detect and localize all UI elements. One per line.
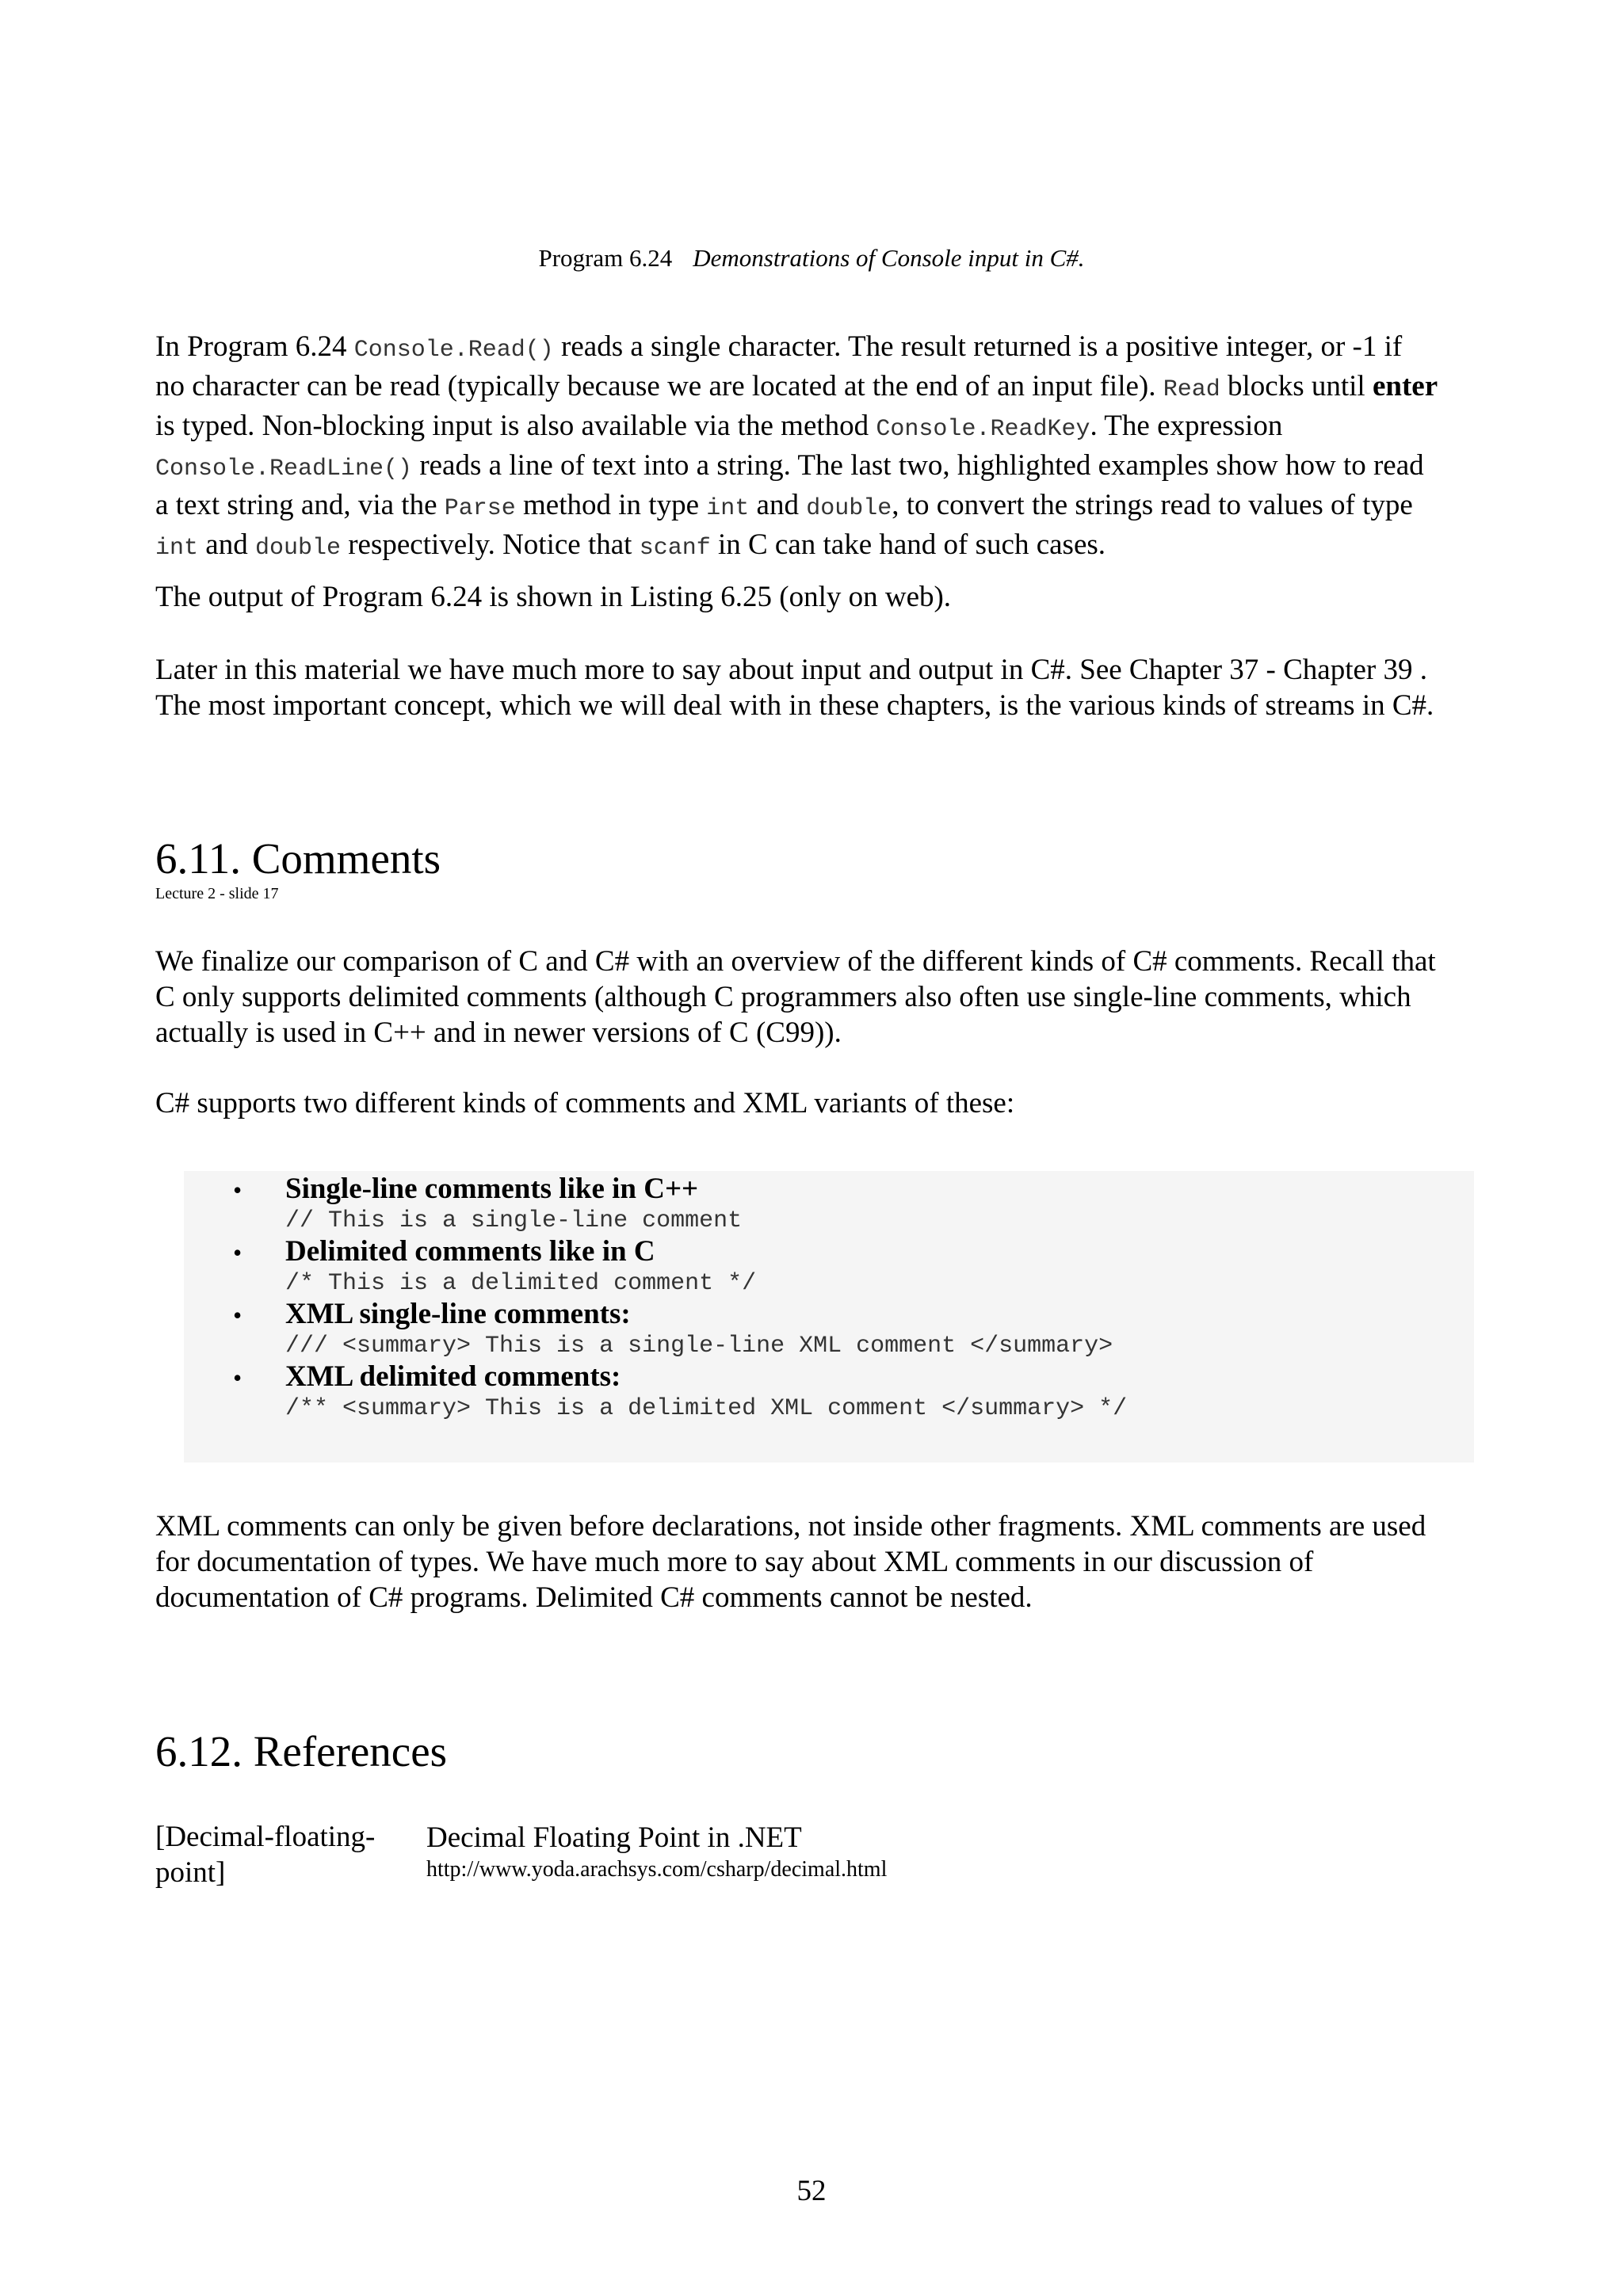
text-run: respectively. Notice that	[340, 528, 640, 561]
inline-code: scanf	[639, 535, 711, 562]
reference-key	[155, 1819, 393, 1890]
text-line: point]	[155, 1856, 226, 1889]
text-run: reads a single character. The result returned is a positive integer, or -1 if	[553, 330, 1403, 363]
inline-code: Read	[1163, 376, 1220, 403]
text-run: In Program 6.24	[155, 330, 354, 363]
page-number: 52	[796, 2175, 827, 2207]
text-run: and	[198, 528, 255, 561]
inline-code: int	[706, 495, 750, 522]
code-example: /** <summary> This is a delimited XML comment </summary> */	[285, 1395, 1128, 1422]
text-line: documentation of C# programs. Delimited C# comments cannot be nested.	[155, 1581, 1033, 1614]
text-line: [Decimal-floating-	[155, 1821, 376, 1853]
text-line: Later in this material we have much more to say about input and output in C#. See Chapter 37 - Chapter 39 .	[155, 654, 1428, 686]
text-run: in C can take hand of such cases.	[710, 528, 1106, 561]
bullet-icon: •	[233, 1176, 242, 1204]
text-line: C# supports two different kinds of comments and XML variants of these:	[155, 1087, 1015, 1119]
inline-code: double	[806, 495, 892, 522]
text-line: The most important concept, which we will deal with in these chapters, is the various kinds of streams in C#.	[155, 689, 1434, 722]
text-line: We finalize our comparison of C and C# with an overview of the different kinds of C# comments. Recall that	[155, 945, 1436, 978]
output-paragraph	[155, 579, 1487, 615]
reference-title: Decimal Floating Point in .NET	[426, 1821, 802, 1854]
bullet-title: Delimited comments like in C	[285, 1235, 655, 1268]
code-example: /* This is a delimited comment */	[285, 1270, 757, 1297]
text-line: actually is used in C++ and in newer versions of C (C99)).	[155, 1016, 842, 1049]
bullet-title: Single-line comments like in C++	[285, 1173, 699, 1205]
streams-paragraph	[155, 652, 1487, 723]
text-run: no character can be read (typically because we are located at the end of an input file).	[155, 370, 1163, 402]
code-example: /// <summary> This is a single-line XML comment </summary>	[285, 1333, 1113, 1360]
comment-kinds-paragraph	[155, 1085, 1487, 1121]
bold-text: enter	[1372, 370, 1438, 402]
program-caption	[0, 244, 1623, 273]
text-run: reads a line of text into a string. The last two, highlighted examples show how to read	[412, 449, 1424, 482]
section-heading-references: 6.12. References	[155, 1727, 448, 1775]
reference-url-link[interactable]: http://www.yoda.arachsys.com/csharp/decimal.html	[426, 1857, 888, 1882]
text-run: . The expression	[1090, 410, 1283, 442]
text-line: C only supports delimited comments (although C programmers also often use single-line comments, which	[155, 981, 1411, 1013]
comments-intro-paragraph	[155, 944, 1487, 1051]
xml-comments-paragraph	[155, 1508, 1487, 1615]
inline-code: Console.ReadLine()	[155, 456, 413, 482]
text-run: and	[749, 489, 807, 521]
console-input-paragraph	[155, 329, 1487, 566]
code-example: // This is a single-line comment	[285, 1207, 743, 1234]
comment-kinds-box	[184, 1171, 1474, 1463]
caption-label: Program 6.24	[538, 244, 673, 272]
text-run: a text string and, via the	[155, 489, 445, 521]
bullet-title: XML single-line comments:	[285, 1298, 631, 1330]
text-run: is typed. Non-blocking input is also available via the method	[155, 410, 876, 442]
inline-code: double	[254, 535, 341, 562]
inline-code: int	[155, 535, 199, 562]
text-run: method in type	[515, 489, 707, 521]
bullet-icon: •	[233, 1238, 242, 1267]
text-run: blocks until	[1220, 370, 1373, 402]
bullet-title: XML delimited comments:	[285, 1360, 621, 1393]
bullet-icon: •	[233, 1301, 242, 1329]
text-line: for documentation of types. We have much more to say about XML comments in our discussion of	[155, 1546, 1314, 1578]
inline-code: Parse	[444, 495, 516, 522]
text-run: , to convert the strings read to values of type	[892, 489, 1413, 521]
bullet-icon: •	[233, 1363, 242, 1392]
inline-code: Console.Read()	[353, 337, 554, 364]
inline-code: Console.ReadKey	[876, 416, 1090, 443]
section-heading-comments: 6.11. Comments	[155, 834, 441, 883]
text-line: XML comments can only be given before declarations, not inside other fragments. XML comments are used	[155, 1510, 1426, 1543]
lecture-slide-reference: Lecture 2 - slide 17	[155, 885, 279, 902]
text-line: The output of Program 6.24 is shown in Listing 6.25 (only on web).	[155, 581, 952, 613]
caption-title: Demonstrations of Console input in C#.	[693, 244, 1085, 272]
